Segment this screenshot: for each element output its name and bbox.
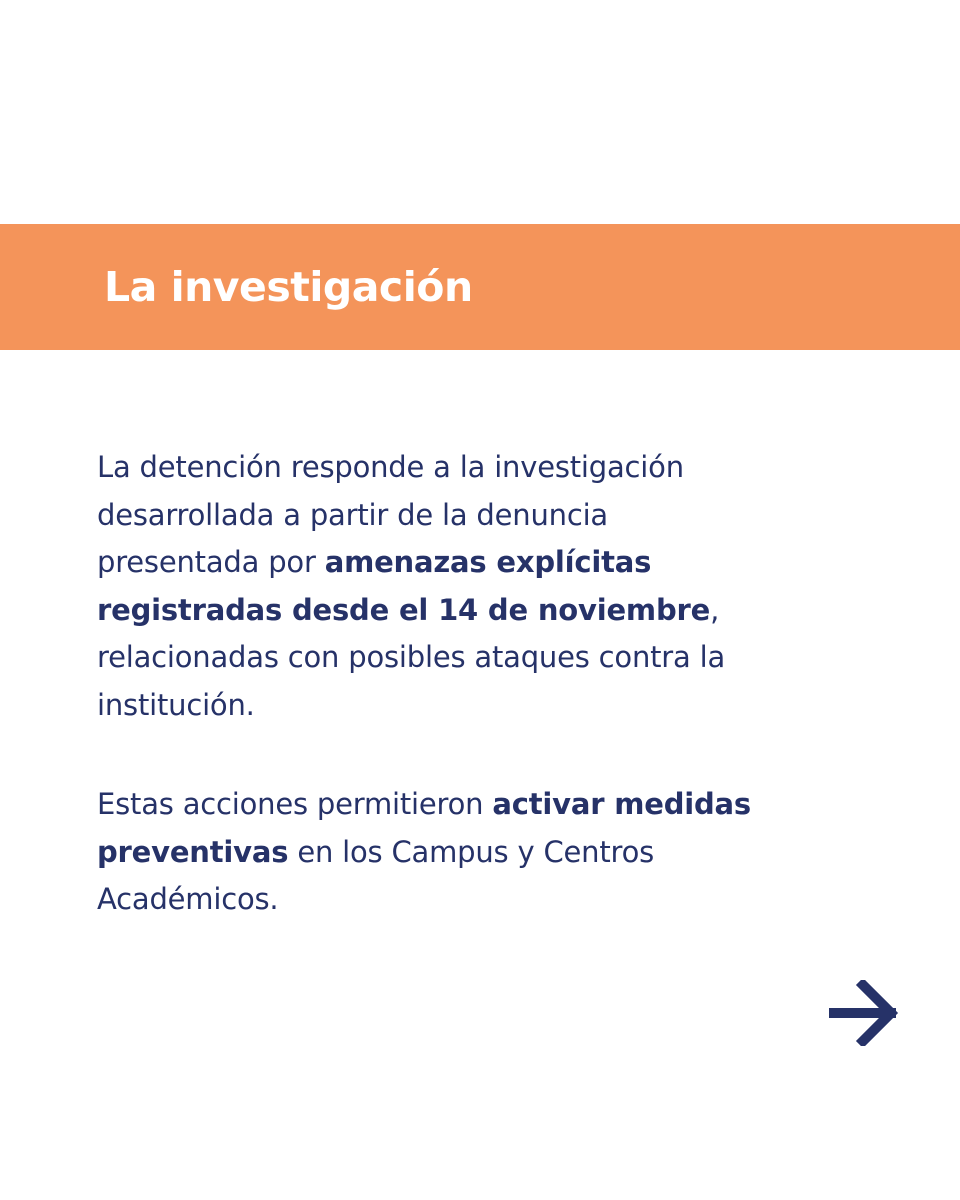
text-line xyxy=(97,587,837,635)
text-line xyxy=(97,539,837,587)
paragraph-actions xyxy=(97,781,837,924)
emphasis-text: amenazas explícitas xyxy=(324,545,652,579)
text-segment: presentada por xyxy=(97,545,325,579)
text-segment: Estas acciones permitieron xyxy=(97,787,493,821)
emphasis-text: activar medidas xyxy=(492,787,751,821)
text-segment: , xyxy=(710,592,720,627)
text-segment: en los Campus y Centros xyxy=(288,834,655,869)
text-line: relacionadas con posibles ataques contra la xyxy=(97,640,726,674)
emphasis-text: preventivas xyxy=(97,834,289,869)
header-banner xyxy=(0,224,960,350)
text-line: La detención responde a la investigación xyxy=(97,450,684,484)
text-line xyxy=(97,781,837,829)
text-line: desarrollada a partir de la denuncia xyxy=(97,497,608,532)
emphasis-text: registradas desde el 14 de noviembre xyxy=(97,592,711,627)
next-button[interactable] xyxy=(829,980,899,1046)
paragraph-investigation xyxy=(97,444,837,729)
text-line: Académicos. xyxy=(97,882,279,916)
text-line xyxy=(97,829,837,877)
arrow-right-icon xyxy=(829,980,899,1046)
page-title: La investigación xyxy=(104,263,473,311)
text-line: institución. xyxy=(97,687,255,722)
